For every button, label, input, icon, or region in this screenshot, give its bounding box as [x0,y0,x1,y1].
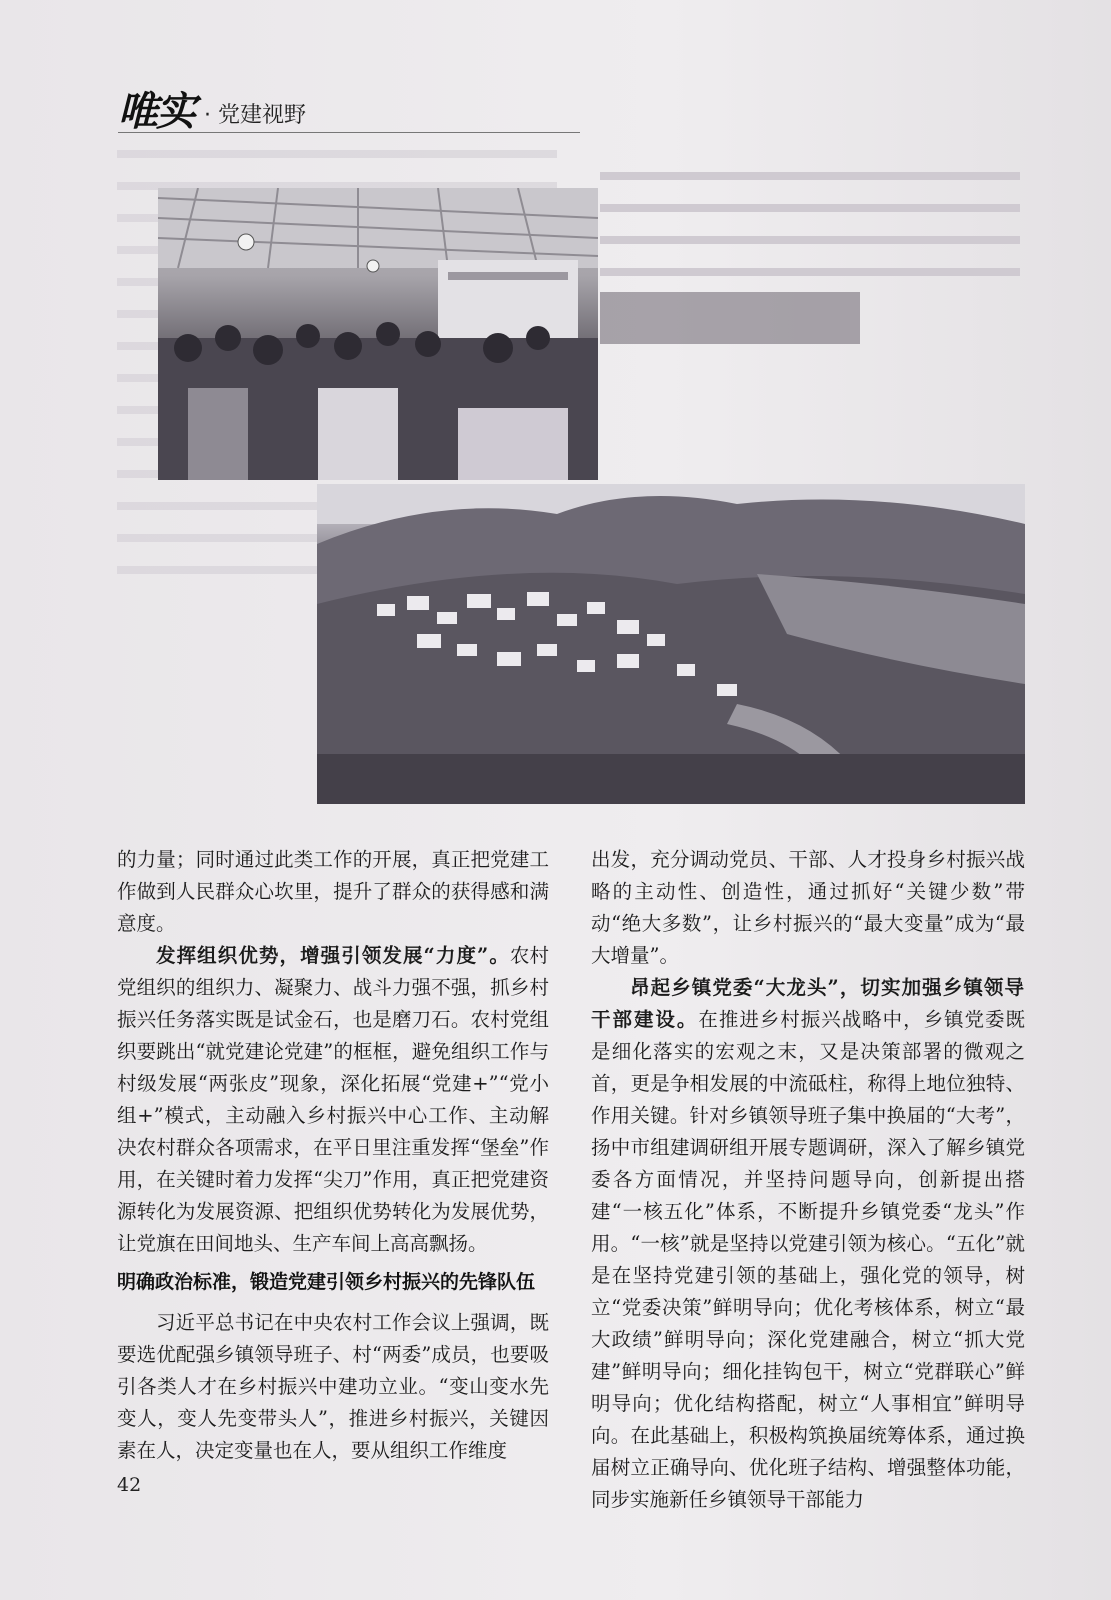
village-landscape-image [317,484,1025,804]
section-heading: 明确政治标准，锻造党建引领乡村振兴的先锋队伍 [117,1271,536,1293]
left-column [117,844,549,1260]
meeting-photo-image [158,188,598,480]
paragraph-lead: 昂起乡镇党委“大龙头”，切实加强乡镇领导干部建设。 [591,976,1025,1031]
village-landscape-photo [317,484,1025,804]
right-paragraph-township [591,972,1025,1516]
decorative-banner [600,292,860,344]
paragraph-lead: 发挥组织优势，增强引领发展“力度”。 [156,944,510,967]
section-title: · 党建视野 [204,103,306,128]
page-header [118,80,580,133]
right-paragraph-continuation: 出发，充分调动党员、干部、人才投身乡村振兴战略的主动性、创造性，通过抓好“关键少数”带动“绝大多数”，让乡村振兴的“最大变量”成为“最大增量”。 [591,848,1025,967]
paragraph-body: 农村党组织的组织力、凝聚力、战斗力强不强，抓乡村振兴任务落实既是试金石，也是磨刀石。农村党组织要跳出“就党建论党建”的框框，避免组织工作与村级发展“两张皮”现象，深化拓展“党建+”“党小组+”模式，主动融入乡村振兴中心工作、主动解决农村群众各项需求，在平日里注重发挥“堡垒”作用，在关键时着力发挥“尖刀”作用，真正把党建资源转化为发展资源、把组织优势转化为发展优势，让党旗在田间地头、生产车间上高高飘扬。 [117,944,549,1255]
brand-logo: 唯实 [118,88,194,135]
page-number: 42 [117,1474,142,1496]
meeting-photo [158,188,598,480]
paragraph-body: 在推进乡村振兴战略中，乡镇党委既是细化落实的宏观之末，又是决策部署的微观之首，更是争相发展的中流砥柱，称得上地位独特、作用关键。针对乡镇领导班子集中换届的“大考”，扬中市组建调研组开展专题调研，深入了解乡镇党委各方面情况，并坚持问题导向，创新提出搭建“一核五化”体系，不断提升乡镇党委“龙头”作用。“一核”就是坚持以党建引领为核心。“五化”就是在坚持党建引领的基础上，强化党的领导，树立“党委决策”鲜明导向；优化考核体系，树立“最大政绩”鲜明导向；深化党建融合，树立“抓大党建”鲜明导向；细化挂钩包干，树立“党群联心”鲜明导向；优化结构搭配，树立“人事相宜”鲜明导向。在此基础上，积极构筑换届统筹体系，通过换届树立正确导向、优化班子结构、增强整体功能，同步实施新任乡镇领导干部能力 [591,1008,1025,1511]
left-paragraph-political: 习近平总书记在中央农村工作会议上强调，既要选优配强乡镇领导班子、村“两委”成员，也要吸引各类人才在乡村振兴中建功立业。“变山变水先变人，变人先变带头人”，推进乡村振兴，关键因素在人，决定变量也在人，要从组织工作维度 [117,1311,549,1462]
left-paragraph-organization [117,940,549,1260]
left-paragraph-continuation: 的力量；同时通过此类工作的开展，真正把党建工作做到人民群众心坎里，提升了群众的获得感和满意度。 [117,848,549,935]
bleed-through-text [600,160,1020,280]
right-column [591,844,1025,1516]
left-column-lower [117,1307,549,1467]
